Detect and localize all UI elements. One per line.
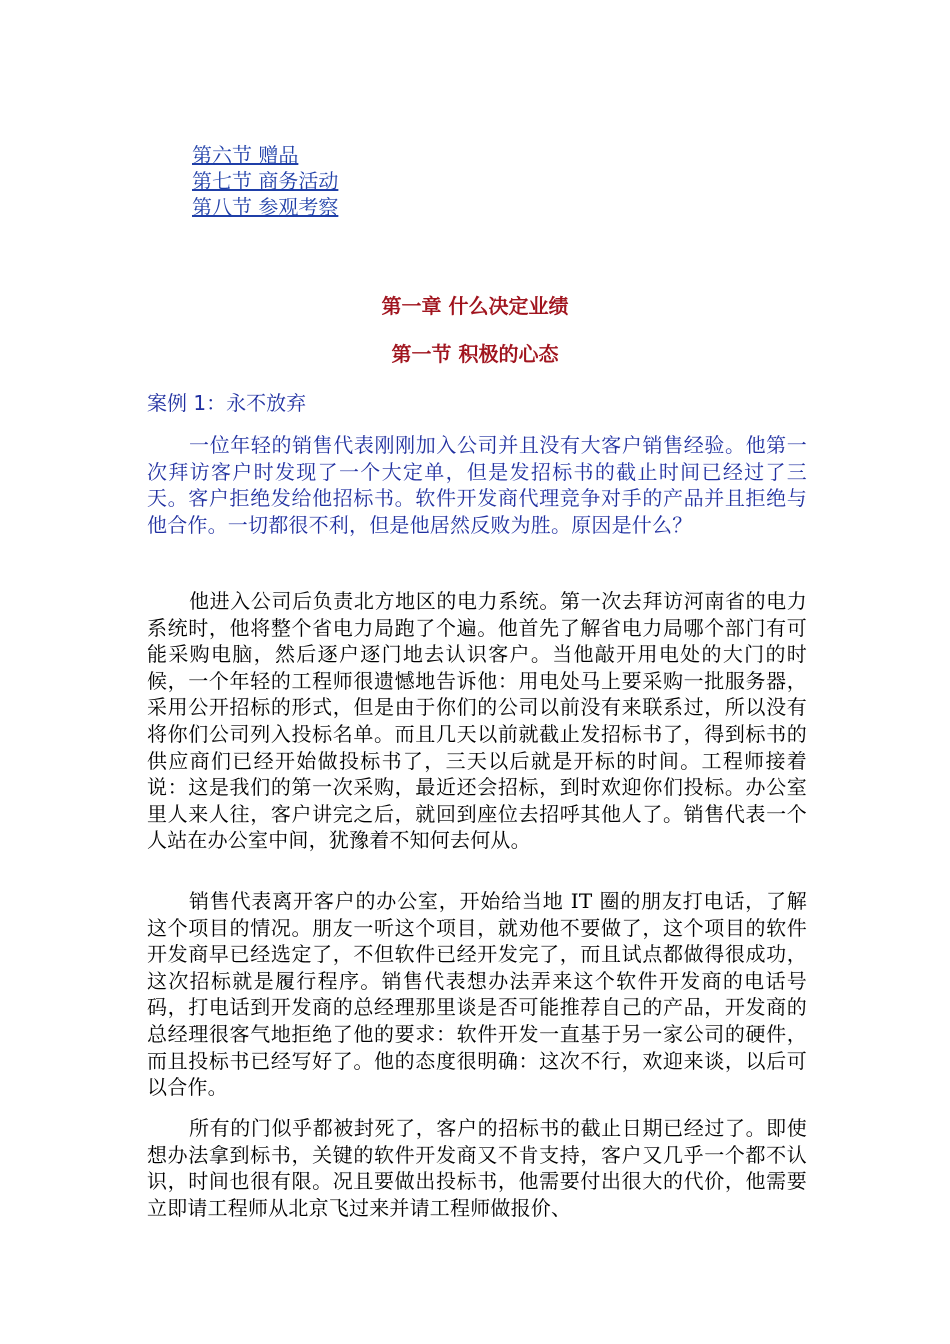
table-of-contents [192,142,592,220]
toc-link-section-7[interactable]: 第七节 商务活动 [192,169,339,193]
chapter-title: 第一章 什么决定业绩 [381,294,569,318]
body-paragraph: 销售代表离开客户的办公室，开始给当地 IT 圈的朋友打电话，了解这个项目的情况。朋友一听这个项目，就劝他不要做了，这个项目的软件开发商早已经选定了，不但软件已经开发完了，而且试点都做得很成功，这次招标就是履行程序。销售代表想办法弄来这个软件开发商的电话号码，打电话到开发商的总经理那里谈是否可能推荐自己的产品，开发商的总经理很客气地拒绝了他的要求：软件开发一直基于另一家公司的硬件，而且投标书已经写好了。他的态度很明确：这次不行，欢迎来谈，以后可以合作。 [147,889,807,1100]
section-title: 第一节 积极的心态 [391,342,559,366]
body-paragraph: 所有的门似乎都被封死了，客户的招标书的截止日期已经过了。即使想办法拿到标书，关键的软件开发商又不肯支持，客户又几乎一个都不认识，时间也很有限。况且要做出投标书，他需要付出很大的代价，他需要立即请工程师从北京飞过来并请工程师做报价、 [147,1116,807,1220]
toc-link-section-6[interactable]: 第六节 赠品 [192,143,299,167]
toc-link-section-8[interactable]: 第八节 参观考察 [192,195,339,219]
case-title: 案例 1：永不放弃 [147,391,307,415]
case-intro-paragraph: 一位年轻的销售代表刚刚加入公司并且没有大客户销售经验。他第一次拜访客户时发现了一个大定单，但是发招标书的截止时间已经过了三天。客户拒绝发给他招标书。软件开发商代理竞争对手的产品并且拒绝与他合作。一切都很不利，但是他居然反败为胜。原因是什么？ [147,433,807,537]
body-paragraph: 他进入公司后负责北方地区的电力系统。第一次去拜访河南省的电力系统时，他将整个省电力局跑了个遍。他首先了解省电力局哪个部门有可能采购电脑，然后逐户逐门地去认识客户。当他敲开用电处的大门的时候，一个年轻的工程师很遗憾地告诉他：用电处马上要采购一批服务器，采用公开招标的形式，但是由于你们的公司以前没有来联系过，所以没有将你们公司列入投标名单。而且几天以前就截止发招标书了，得到标书的供应商们已经开始做投标书了，三天以后就是开标的时间。工程师接着说：这是我们的第一次采购，最近还会招标，到时欢迎你们投标。办公室里人来人往，客户讲完之后，就回到座位去招呼其他人了。销售代表一个人站在办公室中间，犹豫着不知何去何从。 [147,589,807,853]
